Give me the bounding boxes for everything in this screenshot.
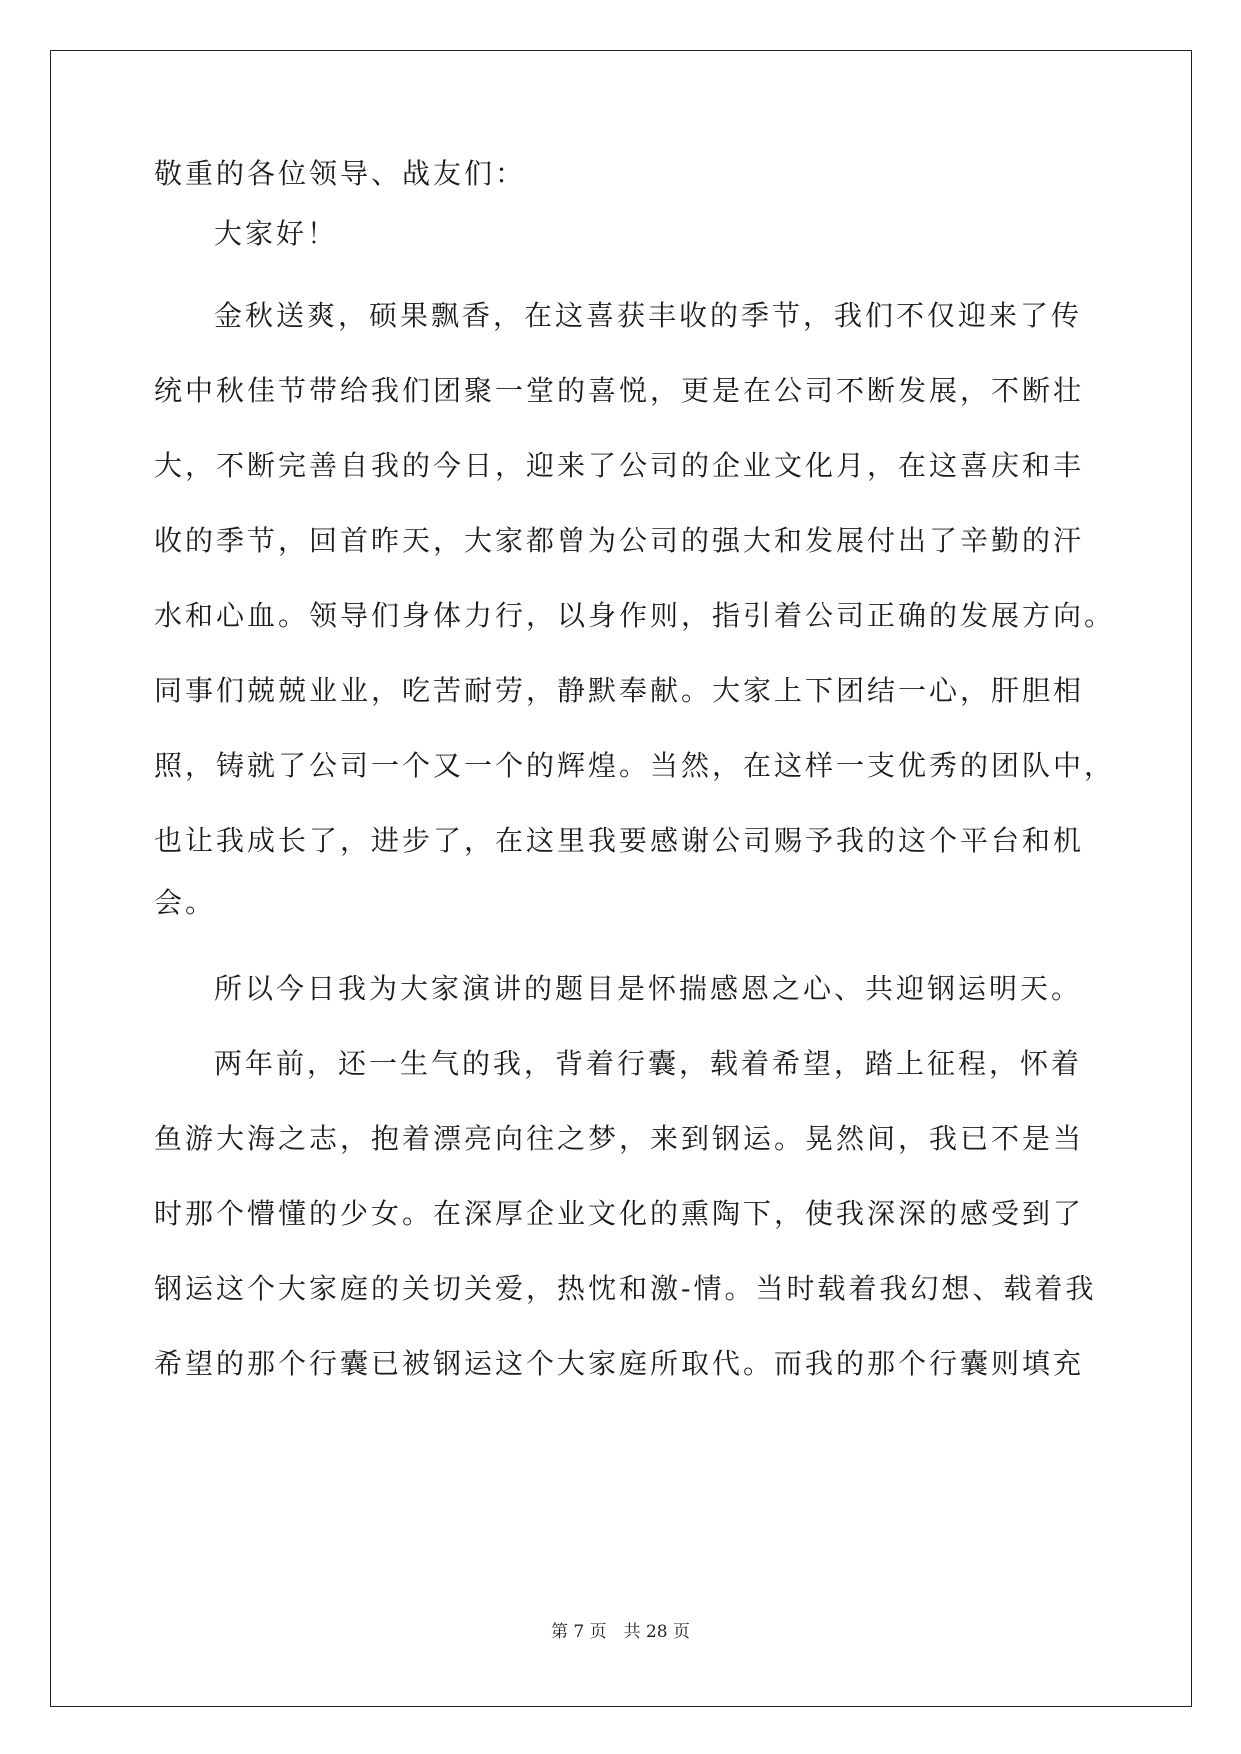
paragraph-line: 水和心血。领导们身体力行，以身作则，指引着公司正确的发展方向。 bbox=[154, 599, 1116, 632]
paragraph-line: 照，铸就了公司一个又一个的辉煌。当然，在这样一支优秀的团队中， bbox=[154, 749, 1116, 782]
paragraph-line: 大，不断完善自我的今日，迎来了公司的企业文化月，在这喜庆和丰 bbox=[154, 449, 1085, 482]
paragraph-line: 会。 bbox=[154, 886, 217, 919]
paragraph-line: 时那个懵懂的少女。在深厚企业文化的熏陶下，使我深深的感受到了 bbox=[154, 1197, 1085, 1230]
paragraph-line: 所以今日我为大家演讲的题目是怀揣感恩之心、共迎钢运明天。 bbox=[214, 972, 1083, 1005]
page-number: 第 7 页 共 28 页 bbox=[550, 1622, 691, 1642]
paragraph-line: 也让我成长了，进步了，在这里我要感谢公司赐予我的这个平台和机 bbox=[154, 824, 1085, 857]
paragraph-line: 收的季节，回首昨天，大家都曾为公司的强大和发展付出了辛勤的汗 bbox=[154, 524, 1085, 557]
paragraph-line: 金秋送爽，硕果飘香，在这喜获丰收的季节，我们不仅迎来了传 bbox=[214, 299, 1083, 332]
paragraph-line: 同事们兢兢业业，吃苦耐劳，静默奉献。大家上下团结一心，肝胆相 bbox=[154, 674, 1085, 707]
paragraph-line: 鱼游大海之志，抱着漂亮向往之梦，来到钢运。晃然间，我已不是当 bbox=[154, 1122, 1085, 1155]
greeting-line: 大家好！ bbox=[214, 217, 339, 250]
paragraph-line: 两年前，还一生气的我，背着行囊，载着希望，踏上征程，怀着 bbox=[214, 1047, 1083, 1080]
paragraph-line: 统中秋佳节带给我们团聚一堂的喜悦，更是在公司不断发展，不断壮 bbox=[154, 374, 1085, 407]
paragraph-line: 钢运这个大家庭的关切关爱，热忱和激-情。当时载着我幻想、载着我 bbox=[154, 1272, 1097, 1305]
paragraph-line: 希望的那个行囊已被钢运这个大家庭所取代。而我的那个行囊则填充 bbox=[154, 1347, 1085, 1380]
salutation-line: 敬重的各位领导、战友们： bbox=[154, 157, 527, 190]
